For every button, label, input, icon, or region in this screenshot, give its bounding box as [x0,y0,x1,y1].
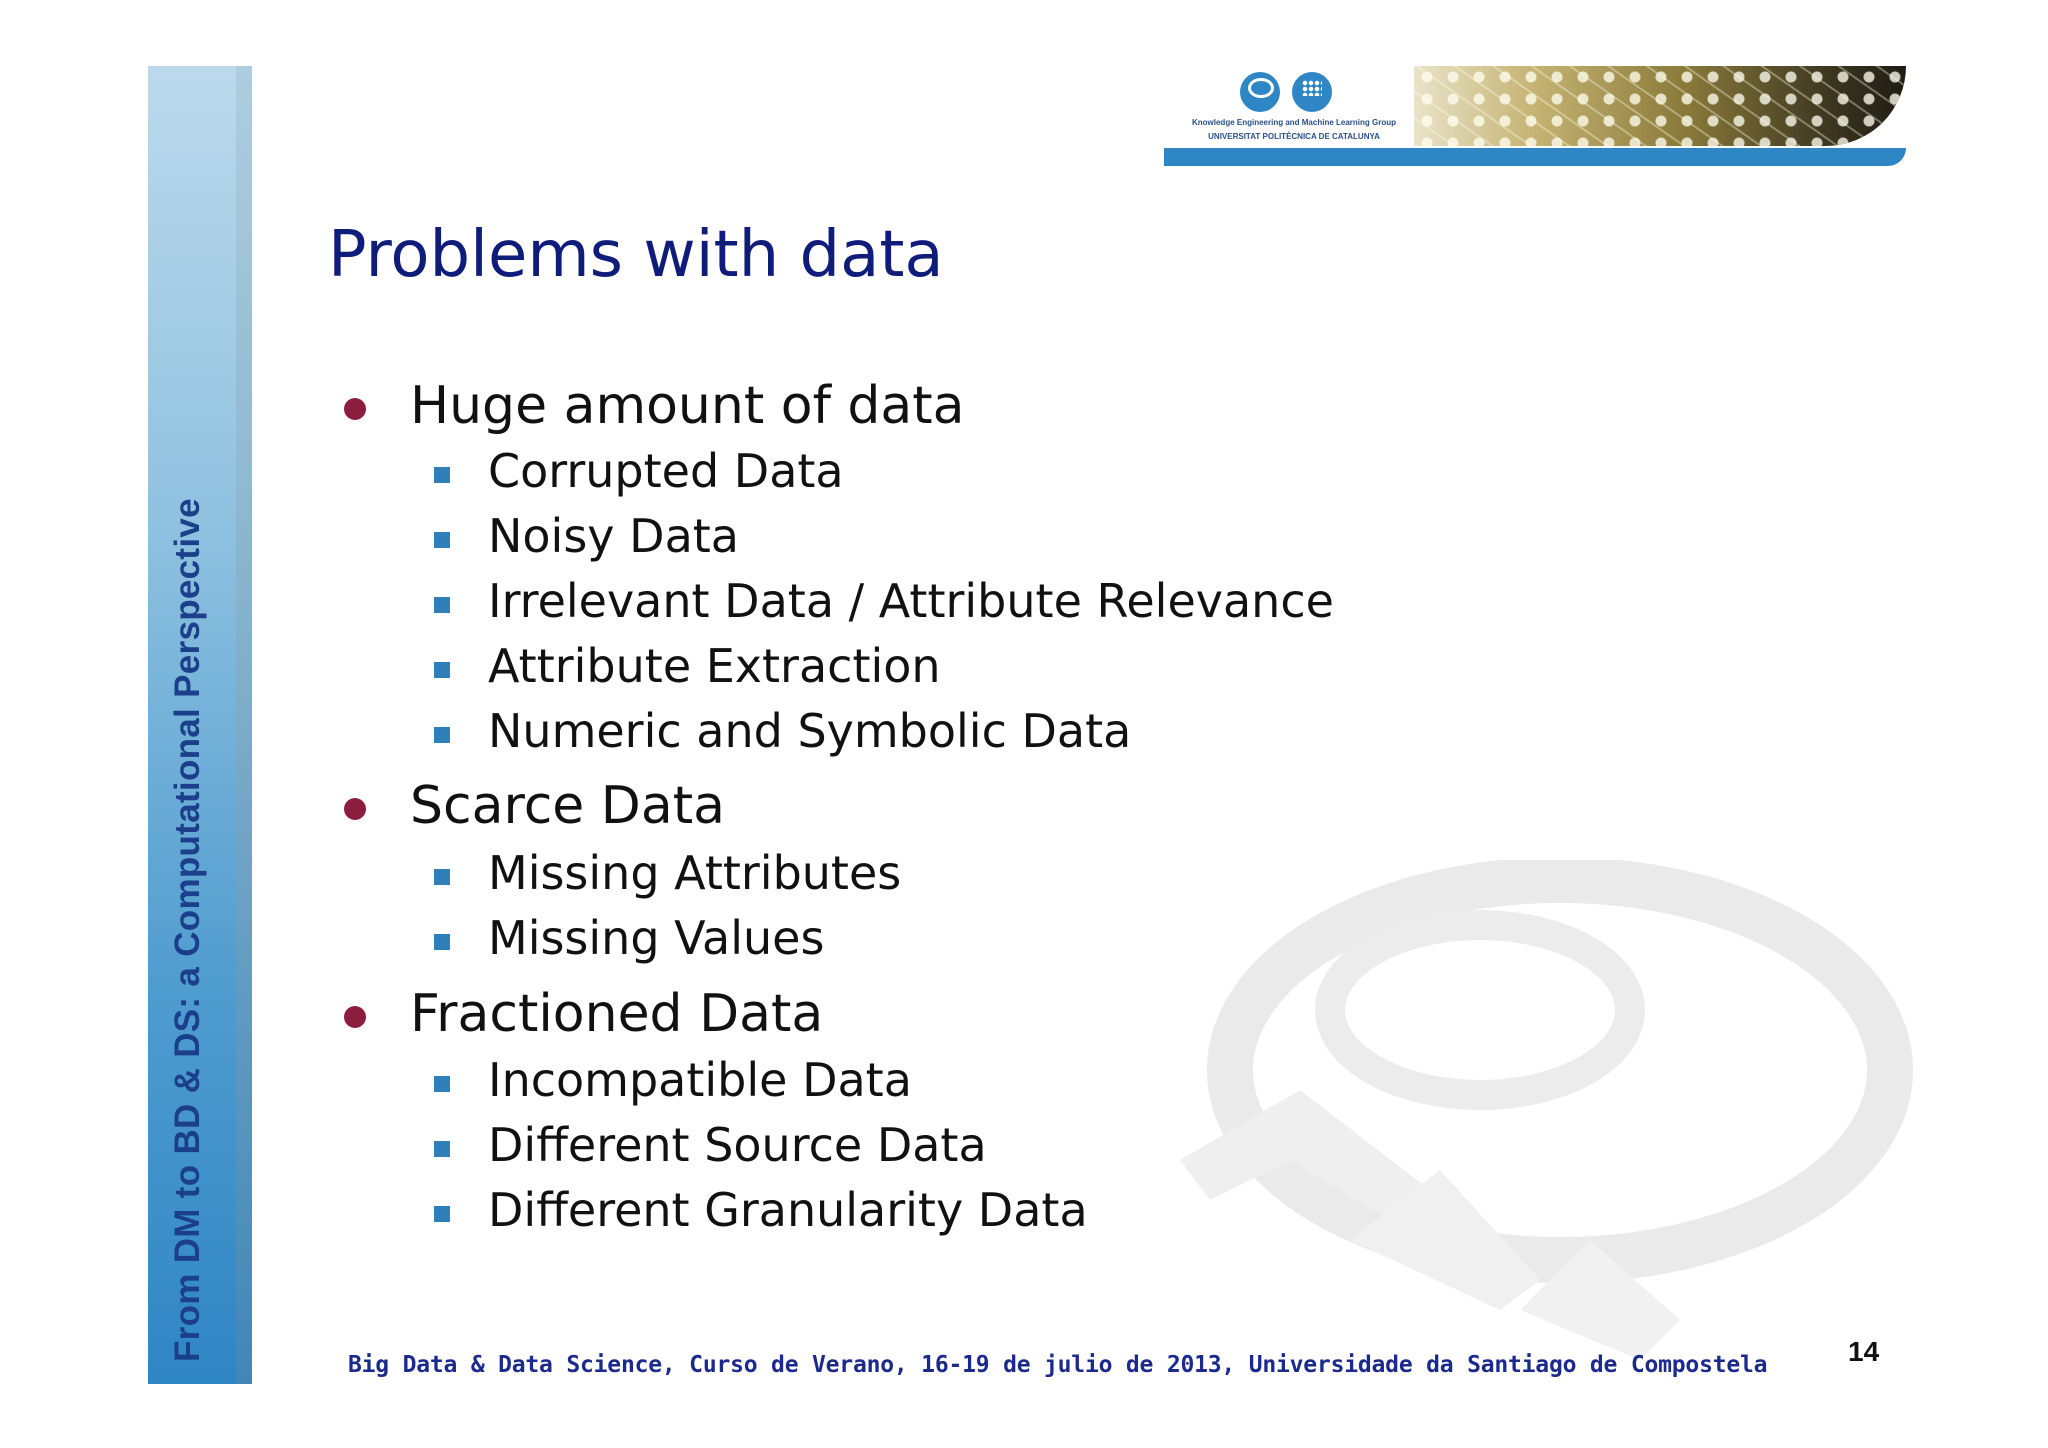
list-item [410,776,725,836]
filled-square-icon [434,1141,450,1157]
filled-square-icon [434,1206,450,1222]
sub-list-item [488,1118,987,1172]
filled-square-icon [434,934,450,950]
list-item [410,984,823,1044]
filled-square-icon [434,727,450,743]
filled-circle-icon [344,1006,366,1028]
filled-circle-icon [344,398,366,420]
sub-list-item-label: Noisy Data [488,509,739,563]
filled-square-icon [434,662,450,678]
filled-square-icon [434,869,450,885]
sub-list-item-label: Missing Attributes [488,846,902,900]
logo-group-name: Knowledge Engineering and Machine Learning Group [1191,118,1396,127]
filled-square-icon [434,597,450,613]
sub-list-item-label: Irrelevant Data / Attribute Relevance [488,574,1334,628]
list-item-label: Fractioned Data [410,984,824,1044]
list-item [410,376,965,436]
filled-square-icon [434,532,450,548]
sub-list-item-label: Different Granularity Data [488,1183,1088,1237]
sub-list-item-label: Missing Values [488,911,825,965]
sub-list-item-label: Numeric and Symbolic Data [488,704,1132,758]
sub-list-item [488,1053,912,1107]
sidebar-vertical-title: From DM to BD & DS: a Computational Perspective [168,498,207,1362]
sub-list-item-label: Corrupted Data [488,444,844,498]
sub-list-item [488,574,1334,628]
sub-list-item [488,846,901,900]
sub-list-item [488,911,824,965]
slide-title: Problems with data [328,218,944,292]
logo-university-name: UNIVERSITAT POLITÈCNICA DE CATALUNYA [1208,132,1380,141]
footer-text: Big Data & Data Science, Curso de Verano, 16-19 de julio de 2013, Universidade da Santiago de Compostela [348,1352,1768,1378]
sub-list-item [488,639,941,693]
sub-list-item-label: Different Source Data [488,1118,987,1172]
sub-list-item-label: Attribute Extraction [488,639,941,693]
sub-list-item [488,509,739,563]
sub-list-item [488,1183,1088,1237]
filled-square-icon [434,1076,450,1092]
filled-square-icon [434,467,450,483]
list-item-label: Huge amount of data [410,376,965,436]
filled-circle-icon [344,798,366,820]
sub-list-item [488,704,1131,758]
sub-list-item [488,444,844,498]
sub-list-item-label: Incompatible Data [488,1053,912,1107]
list-item-label: Scarce Data [410,776,725,836]
page-number: 14 [1848,1336,1880,1367]
